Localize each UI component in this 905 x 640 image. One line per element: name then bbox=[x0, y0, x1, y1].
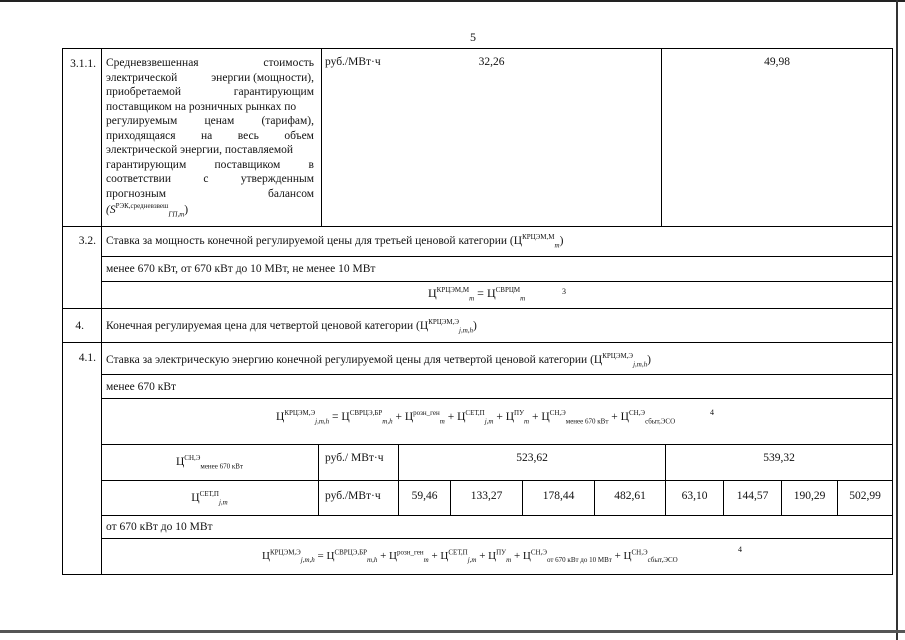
set-unit: руб./МВт·ч bbox=[325, 490, 381, 502]
row-3-1-1-value-1: 32,26 bbox=[478, 56, 505, 68]
scan-border-right bbox=[896, 0, 898, 640]
row-number-4-1: 4.1. bbox=[78, 352, 96, 364]
footnote-mark-3: 3 bbox=[562, 287, 566, 296]
desc-line: Средневзвешенная стоимость bbox=[106, 57, 314, 69]
sn-value-2: 539,32 bbox=[763, 452, 795, 464]
row-4-1-title: Ставка за электрическую энергию конечной регулируемой цены для четвертой ценовой категории $(Ц^{КРЦЭМ,Э}_{j,m,h})$ bbox=[106, 352, 651, 369]
sn-unit: руб./ МВт·ч bbox=[325, 452, 384, 464]
row-3-2-formula: $Ц^{КРЦЭМ,М}_m = Ц^{СВРЦМ}_m$ bbox=[428, 286, 526, 303]
row-3-2-title: Ставка за мощность конечной регулируемой цены для третьей ценовой категории $(Ц^{КРЦЭМ,М}_m)$ bbox=[106, 233, 564, 250]
row-3-1-1-unit: руб./МВт·ч bbox=[325, 56, 381, 68]
set-value: 63,10 bbox=[681, 490, 708, 502]
row-3-1-1-value-2: 49,98 bbox=[764, 56, 790, 68]
row-4-1-formula-670-10: $Ц^{КРЦЭМ,Э}_{j,m,h} = Ц^{СВРЦЭ,БР}_{m,h} + Ц^{розн\_ген}_m + Ц^{СЕТ,П}_{j,m} + Ц^{ПУ}_m + Ц^{СН,Э}_{от 670 кВт до 10 МВт} + Ц^{СН,Э}_{сбыт,ЭСО}$ bbox=[262, 548, 678, 565]
set-value: 178,44 bbox=[542, 490, 575, 502]
desc-line: поставщиком на розничных рынках по bbox=[106, 100, 297, 113]
row-4-1-subheading-670-10: от 670 кВт до 10 МВт bbox=[106, 521, 213, 533]
row-3-1-1-symbol: $(S^{РЭК,средневзвеш}_{ГП,m})$ bbox=[106, 202, 189, 219]
scan-border-top bbox=[0, 0, 905, 2]
row-number-3-1-1: 3.1.1. bbox=[70, 58, 96, 70]
row-4-1-subheading-less-670: менее 670 кВт bbox=[106, 381, 177, 393]
set-value: 482,61 bbox=[614, 490, 646, 502]
set-value: 59,46 bbox=[411, 490, 438, 502]
desc-line: приходящаяся на весь объем bbox=[106, 129, 314, 142]
footnote-mark-4: 4 bbox=[738, 545, 742, 554]
desc-line: электрической энергии, поставляемой bbox=[106, 144, 294, 156]
row-4-title: Конечная регулируемая цена для четвертой ценовой категории $(Ц^{КРЦЭМ,Э}_{j,m,h})$ bbox=[106, 318, 477, 335]
desc-line: прогнозным балансом bbox=[106, 187, 314, 200]
desc-line: соответствии с утвержденным bbox=[106, 173, 314, 185]
scan-border-bottom bbox=[0, 630, 905, 633]
row-number-3-2: 3.2. bbox=[78, 235, 96, 247]
set-value: 190,29 bbox=[793, 490, 826, 502]
set-symbol: $Ц^{СЕТ,П}_{j,m}$ bbox=[191, 490, 228, 507]
desc-line: электрической энергии (мощности), bbox=[106, 71, 314, 84]
sn-symbol: $Ц^{СН,Э}_{менее 670 кВт}$ bbox=[175, 454, 244, 471]
desc-line: приобретаемой гарантирующим bbox=[106, 86, 314, 98]
set-value: 144,57 bbox=[736, 490, 769, 502]
desc-line: регулируемым ценам (тарифам), bbox=[106, 115, 314, 127]
row-number-4: 4. bbox=[75, 320, 84, 332]
sn-value-1: 523,62 bbox=[516, 452, 548, 464]
footnote-mark-4: 4 bbox=[710, 408, 714, 417]
page-number: 5 bbox=[470, 30, 476, 44]
set-value: 133,27 bbox=[470, 490, 503, 502]
set-value: 502,99 bbox=[849, 490, 881, 502]
desc-line: гарантирующим поставщиком в bbox=[106, 158, 314, 171]
row-3-2-subheading: менее 670 кВт, от 670 кВт до 10 МВт, не менее 10 МВт bbox=[106, 263, 376, 275]
row-4-1-formula-less-670: $Ц^{КРЦЭМ,Э}_{j,m,h} = Ц^{СВРЦЭ,БР}_{m,h} + Ц^{розн\_ген}_m + Ц^{СЕТ,П}_{j,m} + Ц^{ПУ}_m + Ц^{СН,Э}_{менее 670 кВт} + Ц^{СН,Э}_{сбыт,ЭСО}$ bbox=[276, 409, 676, 426]
row-3-1-1-description bbox=[106, 56, 316, 218]
